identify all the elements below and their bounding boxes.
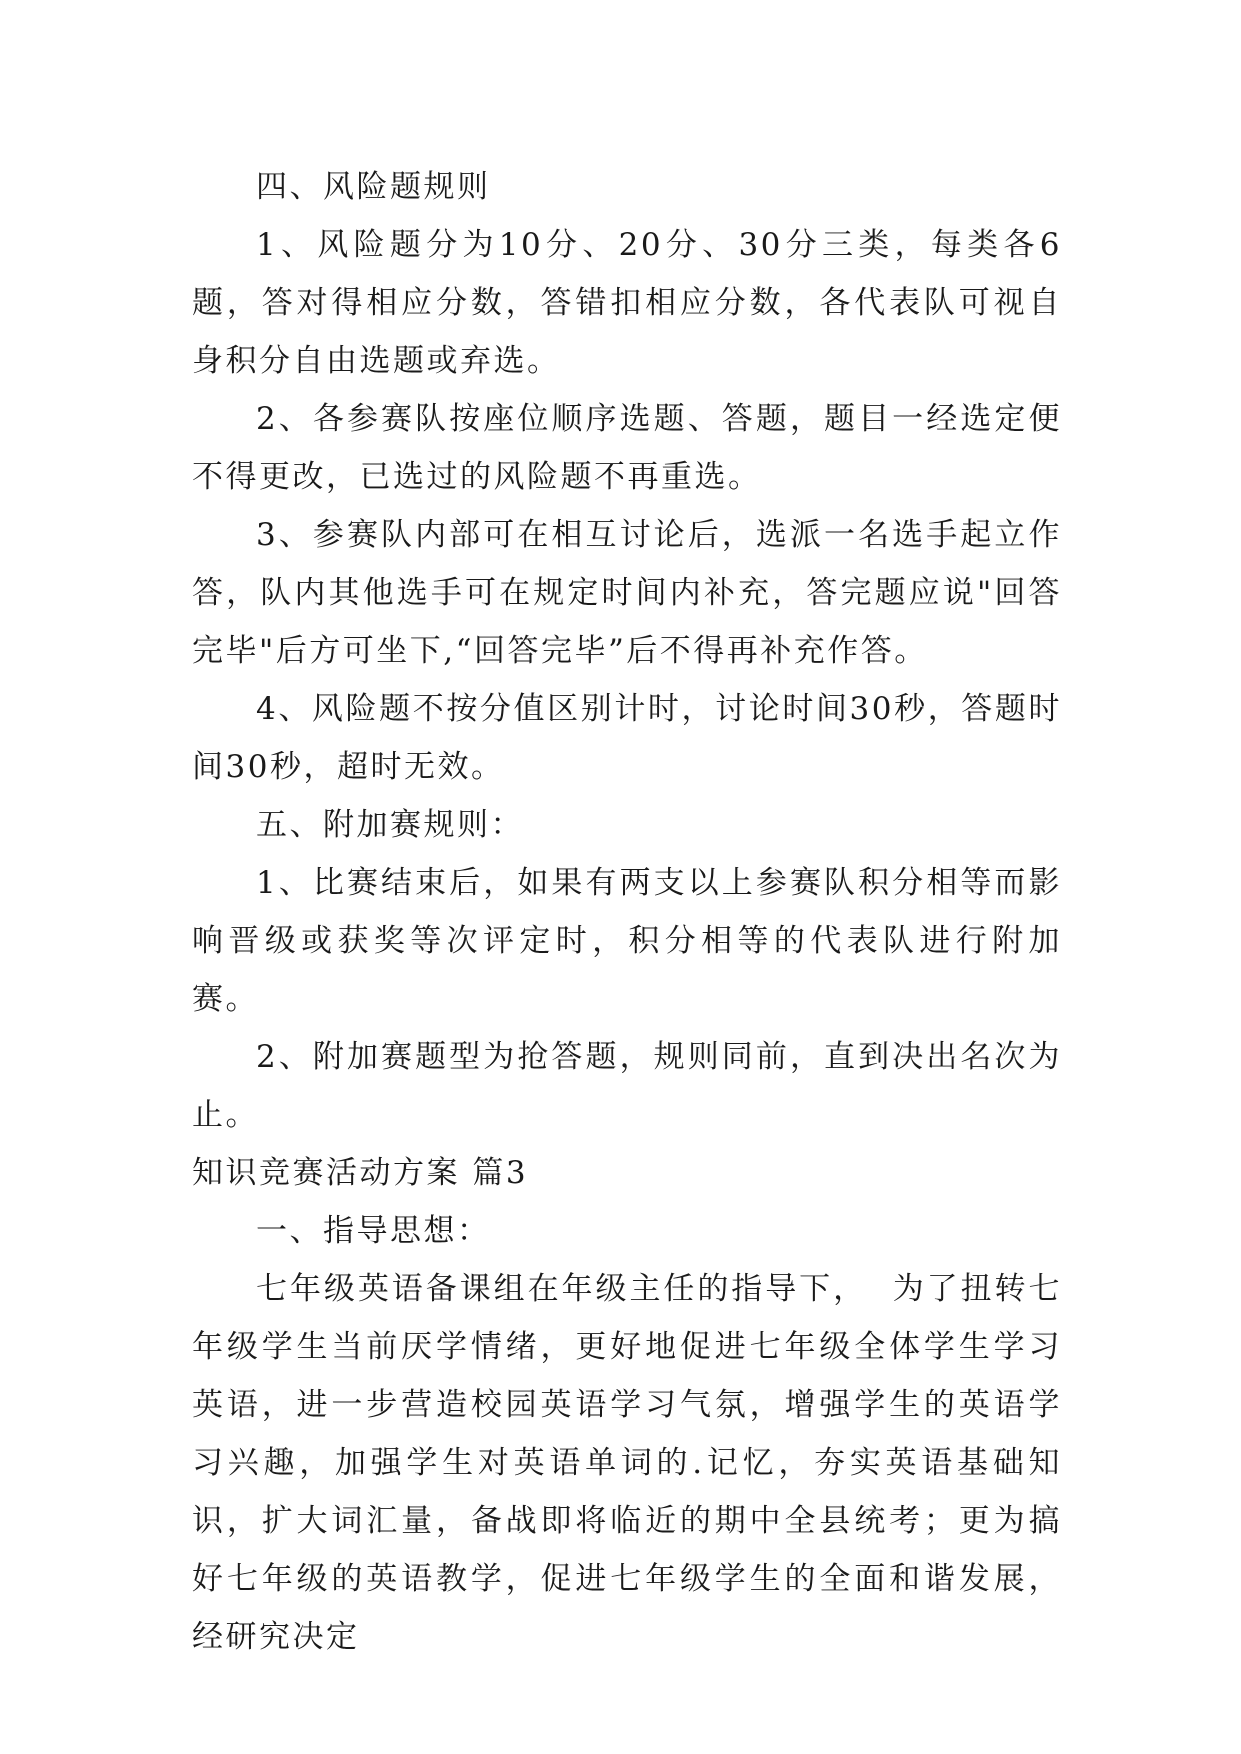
paragraph-risk-rule-1: 1、风险题分为10分、20分、30分三类，每类各6题，答对得相应分数，答错扣相应分数，各代表队可视自身积分自由选题或弃选。 xyxy=(192,227,1062,379)
paragraph-risk-rule-4: 4、风险题不按分值区别计时，讨论时间30秒，答题时间30秒，超时无效。 xyxy=(192,691,1062,785)
paragraph-risk-rule-2: 2、各参赛队按座位顺序选题、答题，题目一经选定便不得更改，已选过的风险题不再重选。 xyxy=(192,401,1062,495)
paragraph-extra-rules-heading: 五、附加赛规则： xyxy=(256,807,524,843)
section-title: 知识竞赛活动方案 篇3 xyxy=(192,1155,529,1191)
document-body xyxy=(192,158,1062,1666)
paragraph-guiding-heading: 一、指导思想： xyxy=(256,1213,491,1249)
paragraph-risk-rule-3: 3、参赛队内部可在相互讨论后，选派一名选手起立作答，队内其他选手可在规定时间内补充，答完题应说"回答完毕"后方可坐下,“回答完毕”后不得再补充作答。 xyxy=(192,517,1062,669)
paragraph-risk-rules-heading: 四、风险题规则 xyxy=(256,169,491,205)
paragraph-extra-rule-1: 1、比赛结束后，如果有两支以上参赛队积分相等而影响晋级或获奖等次评定时，积分相等的代表队进行附加赛。 xyxy=(192,865,1062,1017)
paragraph-extra-rule-2: 2、附加赛题型为抢答题，规则同前，直到决出名次为止。 xyxy=(192,1039,1062,1133)
paragraph-guiding-body: 七年级英语备课组在年级主任的指导下， 为了扭转七年级学生当前厌学情绪，更好地促进七年级全体学生学习英语，进一步营造校园英语学习气氛，增强学生的英语学习兴趣，加强学生对英语单词的.记忆，夯实英语基础知识，扩大词汇量，备战即将临近的期中全县统考；更为搞好七年级的英语教学，促进七年级学生的全面和谐发展，经研究决定 xyxy=(192,1271,1062,1655)
